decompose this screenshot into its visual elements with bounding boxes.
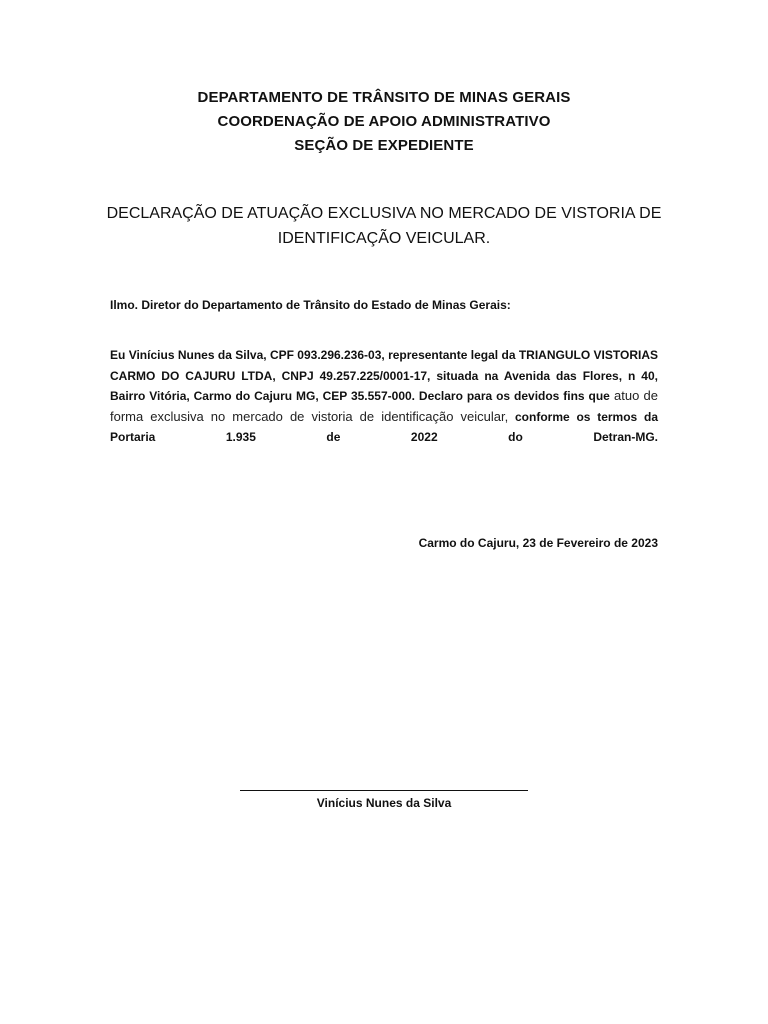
header-section: SEÇÃO DE EXPEDIENTE [294,137,474,154]
signature-line [240,790,528,791]
title-line-2: IDENTIFICAÇÃO VEICULAR. [277,230,491,247]
salutation: Ilmo. Diretor do Departamento de Trânsito do Estado de Minas Gerais: [110,298,511,312]
document-title [100,201,668,251]
signature-name: Vinícius Nunes da Silva [316,796,452,810]
body-part-3: conforme os termos da Portaria 1.935 de 2022 do Detran-MG. [110,409,659,444]
header-department: DEPARTAMENTO DE TRÂNSITO DE MINAS GERAIS [197,89,571,106]
body-part-2: atuo de forma exclusiva no mercado de vistoria de identificação veicular, [110,388,658,424]
declaration-body [110,345,658,448]
body-part-1: Eu Vinícius Nunes da Silva, CPF 093.296.236-03, representante legal da TRIANGULO VISTORIAS CARMO DO CAJURU LTDA, CNPJ 49.257.225/0001-17, situada na Avenida das Flores, n 40, Bairro Vitória, Carmo do Cajuru MG, CEP 35.557-000. Declaro para os devidos fins que [110,348,658,403]
title-line-1: DECLARAÇÃO DE ATUAÇÃO EXCLUSIVA NO MERCADO DE VISTORIA DE [106,205,662,222]
date-line: Carmo do Cajuru, 23 de Fevereiro de 2023 [418,536,658,550]
header-coordination: COORDENAÇÃO DE APOIO ADMINISTRATIVO [217,113,551,130]
document-header [0,86,768,158]
